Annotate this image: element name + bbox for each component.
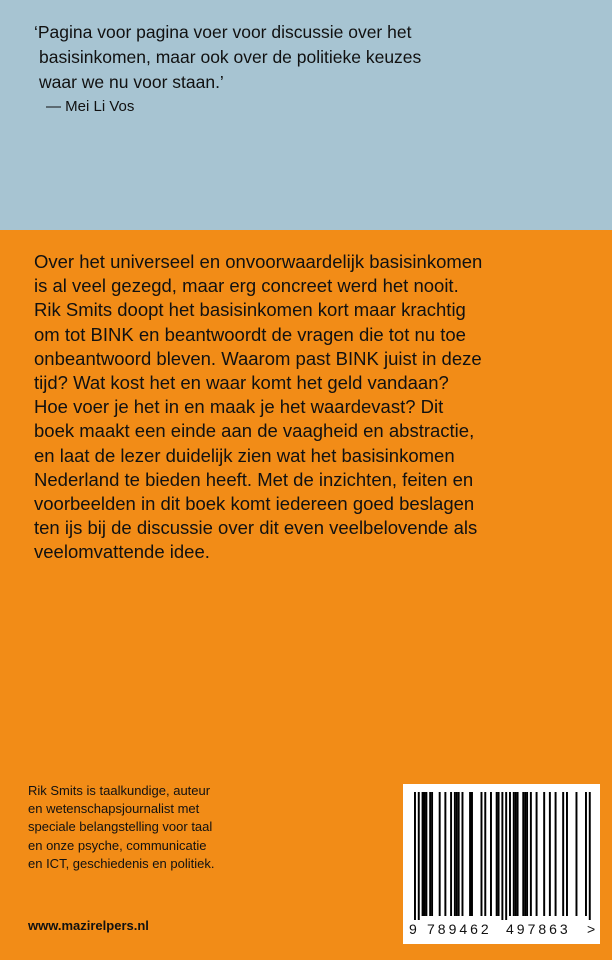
barcode-bar: [456, 792, 458, 916]
barcode-bar: [422, 792, 424, 916]
bio-line: en ICT, geschiedenis en politiek.: [28, 855, 215, 871]
barcode-bar: [471, 792, 473, 916]
blurb-line: Nederland te bieden heeft. Met de inzichten, feiten en: [34, 468, 474, 490]
barcode-bar: [496, 792, 498, 916]
barcode-left-digits: 789462: [427, 921, 492, 937]
barcode-bar: [566, 792, 568, 916]
barcode-bar: [509, 792, 511, 916]
barcode-digits: [403, 918, 600, 940]
barcode-bar: [530, 792, 532, 916]
barcode-bar: [490, 792, 492, 916]
barcode-bar: [418, 792, 420, 920]
barcode-bar: [505, 792, 507, 920]
barcode-bar: [555, 792, 557, 916]
book-blurb: [34, 250, 582, 565]
barcode-bar: [469, 792, 471, 916]
barcode-bar: [536, 792, 538, 916]
barcode-bar: [450, 792, 452, 916]
blurb-line: veelomvattende idee.: [34, 541, 210, 563]
quote-panel: [0, 0, 612, 230]
barcode-bar: [414, 792, 416, 920]
blurb-line: ten ijs bij de discussie over dit even veelbelovende als: [34, 517, 478, 539]
blurb-line: om tot BINK en beantwoordt de vragen die tot nu toe: [34, 323, 466, 345]
publisher-website-link[interactable]: www.mazirelpers.nl: [28, 918, 149, 933]
barcode-bar: [425, 792, 427, 916]
barcode-bar: [522, 792, 524, 916]
barcode-bar: [462, 792, 464, 916]
bio-line: speciale belangstelling voor taal: [28, 819, 213, 835]
barcode-bar: [439, 792, 441, 916]
barcode-bar: [524, 792, 526, 916]
quote-line: ‘Pagina voor pagina voer voor discussie over het: [34, 22, 412, 42]
quote-line: waar we nu voor staan.’: [39, 72, 224, 92]
blurb-line: Rik Smits doopt het basisinkomen kort maar krachtig: [34, 299, 466, 321]
barcode-bar: [424, 792, 426, 916]
barcode-bar: [454, 792, 456, 916]
blurb-line: onbeantwoord bleven. Waarom past BINK juist in deze: [34, 347, 482, 369]
barcode-bar: [526, 792, 528, 916]
barcode-bar: [576, 792, 578, 916]
blurb-line: Hoe voer je het in en maak je het waardevast? Dit: [34, 396, 444, 418]
barcode-bar: [481, 792, 483, 916]
barcode-right-digits: 497863: [506, 921, 571, 937]
bio-line: Rik Smits is taalkundige, auteur: [28, 783, 211, 798]
barcode-bar: [484, 792, 486, 916]
barcode-bar: [589, 792, 591, 920]
barcode-bar: [431, 792, 433, 916]
barcode-quiet-mark: >: [587, 921, 596, 937]
blurb-line: Over het universeel en onvoorwaardelijk basisinkomen: [34, 251, 483, 272]
barcode-bar: [513, 792, 515, 916]
barcode-bar: [549, 792, 551, 916]
barcode-bar: [543, 792, 545, 916]
barcode-bar: [562, 792, 564, 916]
barcode-bar: [498, 792, 500, 916]
barcode-bar: [458, 792, 460, 916]
blurb-line: voorbeelden in dit boek komt iedereen goed beslagen: [34, 493, 475, 515]
endorsement-quote: [34, 20, 579, 95]
blurb-line: boek maakt een einde aan de vaagheid en abstractie,: [34, 420, 475, 442]
barcode-lead-digit: 9: [409, 921, 417, 937]
barcode-bar: [517, 792, 519, 916]
author-bio: [28, 782, 268, 873]
barcode-bars: [411, 792, 592, 920]
barcode-bar: [585, 792, 587, 916]
bio-line: en wetenschapsjournalist met: [28, 801, 200, 817]
isbn-barcode: [403, 784, 600, 944]
barcode-bar: [444, 792, 446, 916]
quote-author: — Mei Li Vos: [46, 98, 135, 115]
barcode-bar: [515, 792, 517, 916]
barcode-bar: [501, 792, 503, 920]
blurb-line: tijd? Wat kost het en waar komt het geld vandaan?: [34, 372, 449, 394]
blurb-line: en laat de lezer duidelijk zien wat het basisinkomen: [34, 444, 455, 466]
quote-line: basisinkomen, maar ook over de politieke keuzes: [39, 47, 422, 67]
barcode-bar: [429, 792, 431, 916]
bio-line: en onze psyche, communicatie: [28, 837, 207, 853]
blurb-line: is al veel gezegd, maar erg concreet werd het nooit.: [34, 275, 459, 297]
